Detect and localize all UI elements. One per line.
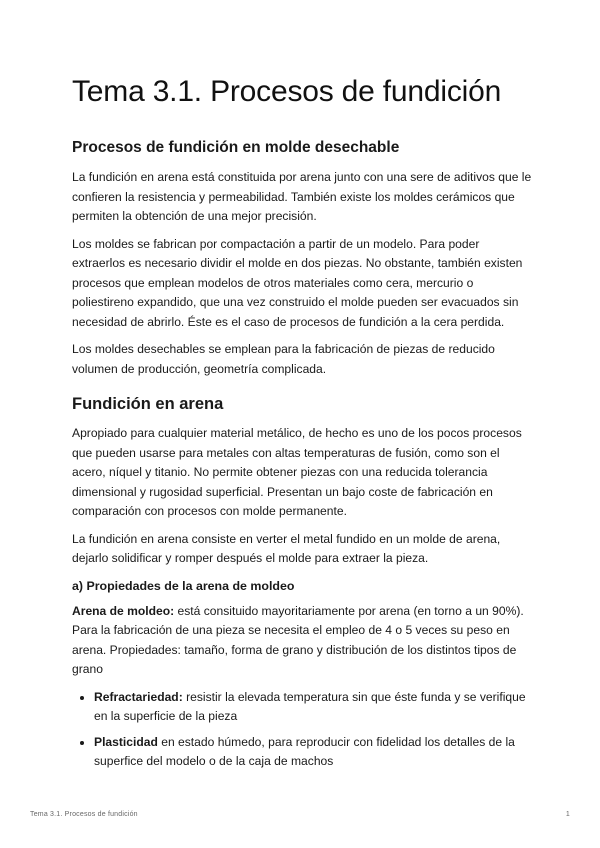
document-page — [72, 74, 532, 778]
list-item — [94, 688, 532, 727]
paragraph: La fundición en arena consiste en verter el metal fundido en un molde de arena, dejarlo solidificar y romper después el molde para extraer la pieza. — [72, 531, 501, 565]
list-item — [94, 733, 532, 772]
term-label: Refractariedad: — [94, 689, 183, 704]
paragraph: Apropiado para cualquier material metálico, de hecho es uno de los pocos procesos que pueden usarse para metales con altas temperaturas de fusión, como son el acero, níquel y titanio. No permite obtener piezas con una reducida tolerancia dimensional y rugosidad superficial. Presentan un bajo coste de fabricación en comparación con procesos con molde permanente. — [72, 426, 522, 518]
page-title: Tema 3.1. Procesos de fundición — [72, 75, 502, 108]
subheading-propiedades-arena: a) Propiedades de la arena de moldeo — [72, 578, 295, 593]
properties-list — [72, 688, 532, 772]
term-text: en estado húmedo, para reproducir con fidelidad los detalles de la superfice del modelo o de la caja de machos — [94, 734, 515, 768]
section-heading-fundicion-arena: Fundición en arena — [72, 395, 224, 413]
paragraph: La fundición en arena está constituida por arena junto con una sere de aditivos que le confieren la resistencia y permeabilidad. También existe los moldes cerámicos que permiten la obtención de una mejor precisión. — [72, 170, 532, 223]
section-heading-molde-desechable: Procesos de fundición en molde desechable — [72, 139, 400, 156]
term-text: está consituido mayoritariamente por arena (en torno a un 90%). Para la fabricación de una pieza se necesita el empleo de 4 o 5 veces su peso en arena. Propiedades: tamaño, forma de grano y distribución de los distintos tipos de grano — [72, 603, 524, 676]
footer-title: Tema 3.1. Procesos de fundición — [30, 811, 138, 818]
arena-moldeo-paragraph — [72, 602, 532, 680]
term-label: Arena de moldeo: — [72, 603, 175, 618]
paragraph: Los moldes desechables se emplean para la fabricación de piezas de reducido volumen de producción, geometría complicada. — [72, 342, 495, 376]
term-label: Plasticidad — [94, 734, 158, 749]
paragraph: Los moldes se fabrican por compactación a partir de un modelo. Para poder extraerlos es necesario dividir el molde en dos piezas. No obstante, también existen procesos que emplean modelos de otros materiales como cera, mercurio o poliestireno expandido, que una vez construido el molde pueden ser evacuados sin necesidad de abrirlo. Éste es el caso de procesos de fundición a la cera perdida. — [72, 236, 523, 329]
term-text: resistir la elevada temperatura sin que éste funda y se verifique en la superficie de la pieza — [94, 689, 526, 723]
page-number: 1 — [565, 811, 570, 818]
